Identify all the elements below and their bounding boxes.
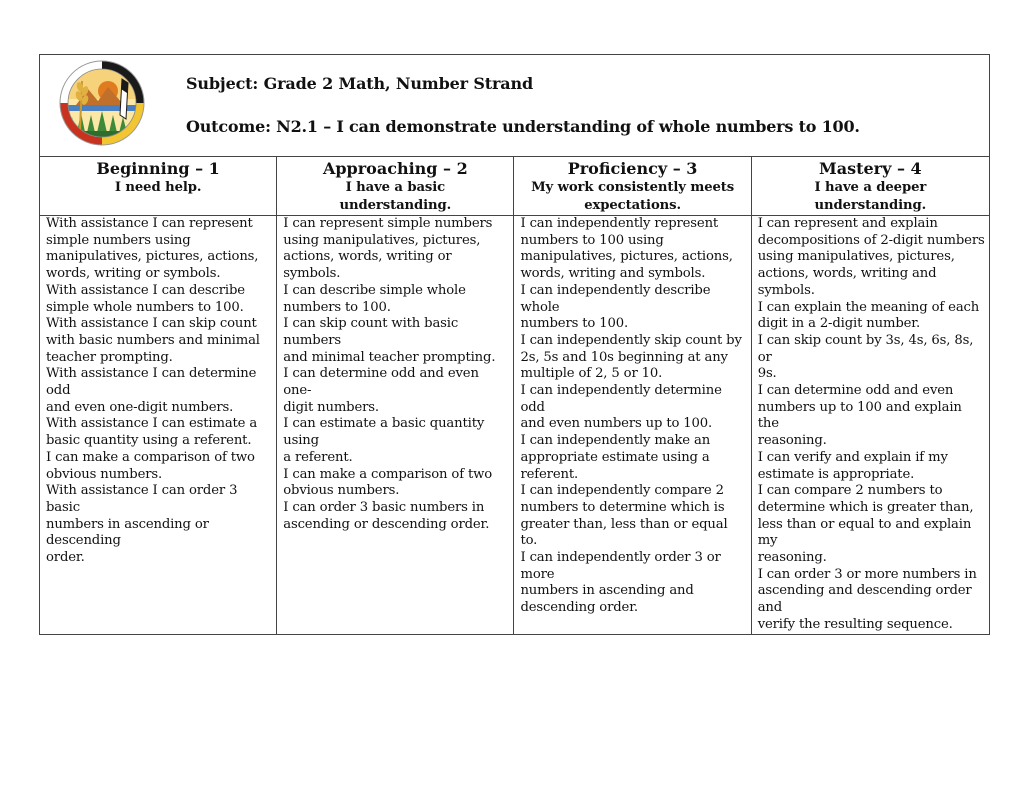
level-title: Beginning – 1 [96, 159, 220, 178]
description-line: 9s. [757, 366, 777, 382]
description-line: I can order 3 basic numbers in [283, 499, 485, 515]
description-line: I can explain the meaning of each [757, 299, 980, 315]
description-line: multiple of 2, 5 or 10. [520, 366, 663, 382]
description-line: manipulatives, pictures, actions, [46, 249, 259, 265]
description-mastery [751, 216, 989, 635]
description-line: simple whole numbers to 100. [46, 299, 244, 315]
description-line: words, writing or symbols. [46, 266, 221, 282]
description-line: ascending or descending order. [283, 516, 490, 532]
description-line: verify the resulting sequence. [757, 616, 953, 632]
description-line: I can order 3 or more numbers in [757, 566, 977, 582]
description-text [40, 216, 276, 567]
description-line: digit numbers. [283, 399, 379, 415]
description-line: I can independently skip count by [520, 332, 742, 348]
description-line: words, writing and symbols. [520, 266, 706, 282]
level-subtitle: I have a deeper understanding. [814, 180, 927, 213]
rubric-table [39, 54, 990, 635]
description-line: I can represent simple numbers [283, 216, 493, 231]
description-line: a referent. [283, 449, 353, 465]
description-line: and even one-digit numbers. [46, 399, 234, 415]
description-line: numbers to 100. [520, 316, 629, 332]
description-line: I can make a comparison of two [283, 466, 493, 482]
description-line: With assistance I can describe [46, 282, 245, 298]
descriptions-row [40, 216, 990, 635]
description-line: With assistance I can skip count [46, 316, 257, 332]
description-line: digit in a 2-digit number. [757, 316, 921, 332]
description-line: basic quantity using a referent. [46, 433, 252, 449]
description-line: I can estimate a basic quantity using [283, 416, 485, 449]
description-line: using manipulatives, pictures, [283, 232, 481, 248]
description-line: ascending and descending order and [757, 583, 972, 616]
description-line: I can independently order 3 or more [520, 550, 721, 582]
description-line: With assistance I can order 3 basic [46, 483, 238, 515]
description-line: I can skip count with basic numbers [283, 316, 459, 348]
description-line: and even numbers up to 100. [520, 416, 713, 432]
level-subtitle: My work consistently meets expectations. [531, 180, 735, 213]
description-line: actions, words, writing or symbols. [283, 249, 452, 282]
level-title: Proficiency – 3 [567, 159, 698, 178]
description-line: I can verify and explain if my [757, 449, 948, 465]
description-line: simple numbers using [46, 232, 191, 248]
description-line: numbers up to 100 and explain the [757, 399, 962, 432]
medicine-wheel-logo-icon [58, 59, 146, 147]
description-line: appropriate estimate using a [520, 449, 710, 465]
description-line: I can independently represent [520, 216, 719, 231]
description-line: With assistance I can estimate a [46, 416, 258, 432]
description-line: I can represent and explain [757, 216, 938, 231]
description-line: With assistance I can determine odd [46, 366, 257, 399]
levels-row [40, 157, 990, 216]
description-line: with basic numbers and minimal [46, 332, 260, 348]
description-line: numbers in ascending or descending [46, 516, 209, 549]
description-line: estimate is appropriate. [757, 466, 915, 482]
description-beginning [40, 216, 277, 635]
description-line: referent. [520, 466, 579, 482]
description-line: and minimal teacher prompting. [283, 349, 496, 365]
description-line: determine which is greater than, [757, 499, 974, 515]
outcome-heading: Outcome: N2.1 – I can demonstrate understanding of whole numbers to 100. [186, 117, 860, 136]
description-line: I can independently compare 2 [520, 483, 724, 499]
description-line: I can independently describe whole [520, 282, 711, 315]
description-line: descending order. [520, 600, 638, 616]
level-subtitle: I need help. [114, 180, 202, 195]
description-line: 2s, 5s and 10s beginning at any [520, 349, 728, 365]
header-row [40, 55, 990, 157]
description-line: obvious numbers. [46, 466, 163, 482]
level-header-approaching [277, 157, 514, 216]
level-subtitle: I have a basic understanding. [339, 180, 452, 213]
description-line: manipulatives, pictures, actions, [520, 249, 733, 265]
level-header-beginning [40, 157, 277, 216]
description-line: using manipulatives, pictures, [757, 249, 955, 265]
subject-heading: Subject: Grade 2 Math, Number Strand [186, 74, 534, 93]
description-line: numbers in ascending and [520, 583, 694, 599]
description-line: numbers to 100 using [520, 232, 664, 248]
description-line: I can compare 2 numbers to [757, 483, 943, 499]
description-line: numbers to determine which is [520, 499, 725, 515]
description-line: less than or equal to and explain my [757, 516, 972, 549]
description-line: With assistance I can represent [46, 216, 253, 231]
description-text [277, 216, 513, 533]
description-line: teacher prompting. [46, 349, 173, 365]
description-line: I can determine odd and even one- [283, 366, 479, 399]
description-text [752, 216, 989, 634]
description-line: I can independently determine odd [520, 383, 722, 415]
description-proficiency [514, 216, 751, 635]
level-header-proficiency [514, 157, 751, 216]
description-line: I can determine odd and even [757, 383, 954, 399]
description-approaching [277, 216, 514, 635]
description-line: greater than, less than or equal to. [520, 516, 728, 549]
description-line: obvious numbers. [283, 483, 400, 499]
description-line: order. [46, 550, 85, 566]
description-line: I can skip count by 3s, 4s, 6s, 8s, or [757, 332, 974, 365]
description-line: reasoning. [757, 550, 827, 566]
level-title: Approaching – 2 [322, 159, 468, 178]
description-line: I can make a comparison of two [46, 449, 255, 465]
header-cell [40, 55, 990, 157]
description-line: reasoning. [757, 433, 827, 449]
level-title: Mastery – 4 [819, 159, 922, 178]
description-text [514, 216, 750, 617]
description-line: I can describe simple whole [283, 282, 466, 298]
description-line: actions, words, writing and symbols. [757, 266, 937, 298]
description-line: decompositions of 2-digit numbers [757, 232, 985, 248]
description-line: numbers to 100. [283, 299, 391, 315]
description-line: I can independently make an [520, 433, 711, 449]
level-header-mastery [751, 157, 989, 216]
